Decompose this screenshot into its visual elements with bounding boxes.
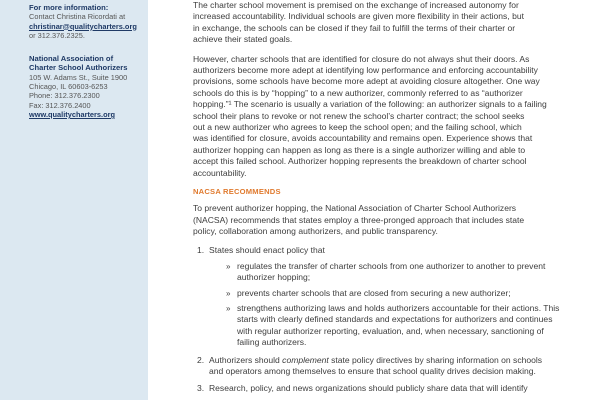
paragraph-intro <box>193 0 588 46</box>
paragraph-authorizer-hopping <box>193 54 588 179</box>
text-line: and operators among themselves to ensure that school quality drives decision making. <box>209 365 536 376</box>
bullet-icon: » <box>226 288 231 298</box>
text-line: was identified for closure, avoids accountability and remains open. Experience shows that <box>193 133 533 144</box>
contact-email-link[interactable]: christinar@qualitycharters.org <box>29 21 137 31</box>
contact-line: Contact Christina Ricordati at <box>29 12 126 22</box>
text-span: state policy directives by sharing information on schools <box>328 354 543 365</box>
sub-list-item <box>209 261 588 284</box>
sub-list-item <box>209 288 588 299</box>
text-line: regulates the transfer of charter schools from one authorizer to another to prevent <box>237 260 546 271</box>
sub-list-item <box>209 303 588 349</box>
website-link[interactable]: www.qualitycharters.org <box>29 109 115 119</box>
text-line: prevents charter schools that are closed from securing a new authorizer; <box>237 287 511 298</box>
emphasis-text: complement <box>282 354 329 365</box>
paragraph-recommendation <box>193 203 588 237</box>
list-item <box>193 355 588 378</box>
org-name-line-2: Charter School Authorizers <box>29 63 128 73</box>
text-line: However, charter schools that are identified for closure do not always shut their doors. As <box>193 53 530 64</box>
address-line-1: 105 W. Adams St., Suite 1900 <box>29 72 128 82</box>
text-line: To prevent authorizer hopping, the National Association of Charter School Authorizers <box>193 203 517 214</box>
text-line: accountability. <box>193 167 247 178</box>
address-line-2: Chicago, IL 60603-6253 <box>29 82 108 92</box>
list-item-text: States should enact policy that <box>209 245 325 256</box>
text-line: authorizers become more adept at identifying low performance and enforcing accountability <box>193 65 538 76</box>
sidebar-spacer <box>29 40 140 52</box>
text-line: out a new authorizer who agrees to keep the school open; and the failing school, which <box>193 122 522 133</box>
text-line: (NACSA) recommends that states employ a three-pronged approach that includes state <box>193 214 525 225</box>
text-line: starts with clearly defined standards and expectations for authorizers and continues <box>237 314 553 325</box>
text-span: Authorizers should <box>209 354 283 365</box>
text-line: provisions, some schools have become more adept at avoiding closure altogether. One way <box>193 76 540 87</box>
text-line: with regular authorizer reporting, evaluation, and, when necessary, sanctioning of <box>237 325 544 336</box>
list-item <box>193 245 588 348</box>
text-line: school their plans to revoke or not renew the school’s charter contract; the school seeks <box>193 110 525 121</box>
list-number: 3. <box>197 383 205 394</box>
text-line: schools do this is by “hopping” to a new authorizer, commonly referred to as “authorizer <box>193 87 523 98</box>
list-number: 2. <box>197 354 205 365</box>
list-item <box>193 383 588 394</box>
text-line: failing authorizers. <box>237 337 307 348</box>
fax-number: Fax: 312.376.2400 <box>29 100 91 110</box>
text-line: policy, collaboration among authorizers, and public transparency. <box>193 225 438 236</box>
org-name-line-1: National Association of <box>29 54 114 64</box>
more-info-heading: For more information: <box>29 3 109 12</box>
section-heading-recommends: NACSA RECOMMENDS <box>193 187 281 197</box>
text-line: authorizer hopping; <box>237 272 311 283</box>
phone-number: Phone: 312.376.2300 <box>29 91 100 101</box>
text-line: achieve their stated goals. <box>193 34 293 45</box>
text-line: hopping.”¹ The scenario is usually a variation of the following: an authorizer signals to a failing <box>193 99 547 110</box>
text-line: in exchange, the schools can be closed if they fail to fulfill the terms of their charter or <box>193 22 516 33</box>
sidebar <box>0 0 148 400</box>
text-line: accept this failed school. Authorizer hopping represents the breakdown of charter school <box>193 156 527 167</box>
document-body <box>193 0 588 400</box>
text-line: increased accountability. Individual schools are given more flexibility in their actions, but <box>193 11 524 22</box>
text-line: The charter school movement is premised on the exchange of increased autonomy for <box>193 0 519 10</box>
list-item-text <box>209 355 588 366</box>
bullet-icon: » <box>226 261 231 271</box>
text-line: authorizer hopping can happen as long as there is a single authorizer willing and able to <box>193 144 526 155</box>
bullet-icon: » <box>226 303 231 313</box>
text-line: strengthens authorizing laws and holds authorizers accountable for their actions. This <box>237 302 560 313</box>
contact-phone: or 312.376.2325. <box>29 30 85 40</box>
list-item-text: Research, policy, and news organizations should publicly share data that will identify <box>209 383 528 394</box>
list-number: 1. <box>197 245 205 256</box>
